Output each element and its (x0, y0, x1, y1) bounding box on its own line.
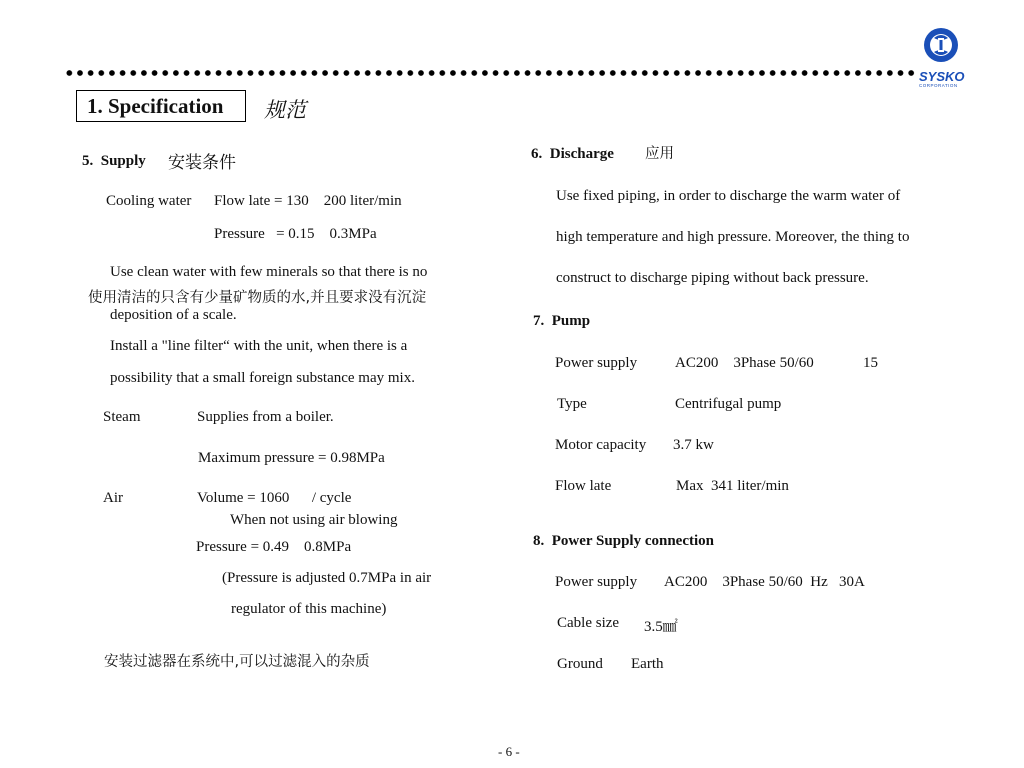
power-supply-value: AC200 3Phase 50/60 Hz 30A (664, 574, 865, 590)
supply-title: Supply (100, 153, 146, 169)
cable-size-label: Cable size (557, 615, 620, 631)
power-heading (533, 533, 714, 550)
pump-number: 7. (533, 313, 545, 329)
air-volume: Volume = 1060 / cycle (197, 490, 352, 506)
cooling-water-label: Cooling water (106, 193, 192, 209)
steam-label: Steam (103, 409, 141, 425)
logo-text: SYSKO (919, 69, 965, 84)
section-title-box (76, 90, 246, 122)
supply-note-line2: deposition of a scale. (110, 307, 237, 323)
steam-supply: Supplies from a boiler. (197, 409, 334, 425)
discharge-line3: construct to discharge piping without back pressure. (556, 270, 869, 286)
cable-size-value: 3.5㎟ (644, 619, 678, 635)
air-adjust-line2: regulator of this machine) (231, 601, 387, 617)
discharge-line1: Use fixed piping, in order to discharge the warm water of (556, 188, 901, 204)
pump-heading (533, 313, 590, 330)
supply-note-cn: 使用清洁的只含有少量矿物质的水,并且要求没有沉淀 (88, 290, 427, 306)
filter-note-line2: possibility that a small foreign substance may mix. (110, 370, 415, 386)
discharge-line2: high temperature and high pressure. Moreover, the thing to (556, 229, 910, 245)
page-number: - 6 - (498, 744, 520, 759)
air-note: When not using air blowing (230, 512, 398, 528)
ground-label: Ground (557, 656, 603, 672)
power-number: 8. (533, 533, 545, 549)
logo-subtext: CORPORATION (919, 83, 958, 88)
cooling-water-flow: Flow late = 130 200 liter/min (214, 193, 402, 209)
air-label: Air (103, 490, 123, 506)
pump-motor-label: Motor capacity (555, 437, 647, 453)
cooling-water-pressure: Pressure = 0.15 0.3MPa (214, 226, 377, 242)
power-title: Power Supply connection (551, 533, 714, 549)
supply-heading (82, 153, 146, 170)
header-dotted-rule (64, 66, 918, 80)
pump-power-label: Power supply (555, 355, 638, 371)
air-pressure: Pressure = 0.49 0.8MPa (196, 539, 352, 555)
pump-flow-label: Flow late (555, 478, 612, 494)
filter-note-line1: Install a "line filter“ with the unit, when there is a (110, 338, 408, 354)
supply-number: 5. (82, 153, 94, 169)
pump-power-extra: 15 (863, 355, 878, 371)
steam-max-pressure: Maximum pressure = 0.98MPa (198, 450, 385, 466)
discharge-title-cn: 应用 (645, 146, 674, 162)
section-title: 1. Specification (87, 94, 224, 118)
pump-power-value: AC200 3Phase 50/60 (675, 355, 814, 371)
discharge-number: 6. (531, 146, 543, 162)
discharge-title: Discharge (549, 146, 614, 162)
discharge-heading (531, 146, 614, 163)
supply-title-cn: 安装条件 (168, 153, 236, 173)
pump-title: Pump (551, 313, 591, 329)
filter-note-cn: 安装过滤器在系统中,可以过滤混入的杂质 (104, 654, 370, 670)
pump-type-value: Centrifugal pump (675, 396, 782, 412)
pump-motor-value: 3.7 kw (673, 437, 714, 453)
pump-flow-value: Max 341 liter/min (676, 478, 789, 494)
pump-type-label: Type (557, 396, 587, 412)
ground-value: Earth (631, 656, 664, 672)
supply-note-line1: Use clean water with few minerals so that there is no (110, 264, 428, 280)
power-supply-label: Power supply (555, 574, 638, 590)
air-adjust-line1: (Pressure is adjusted 0.7MPa in air (222, 570, 432, 586)
section-title-cn: 规范 (264, 98, 306, 122)
